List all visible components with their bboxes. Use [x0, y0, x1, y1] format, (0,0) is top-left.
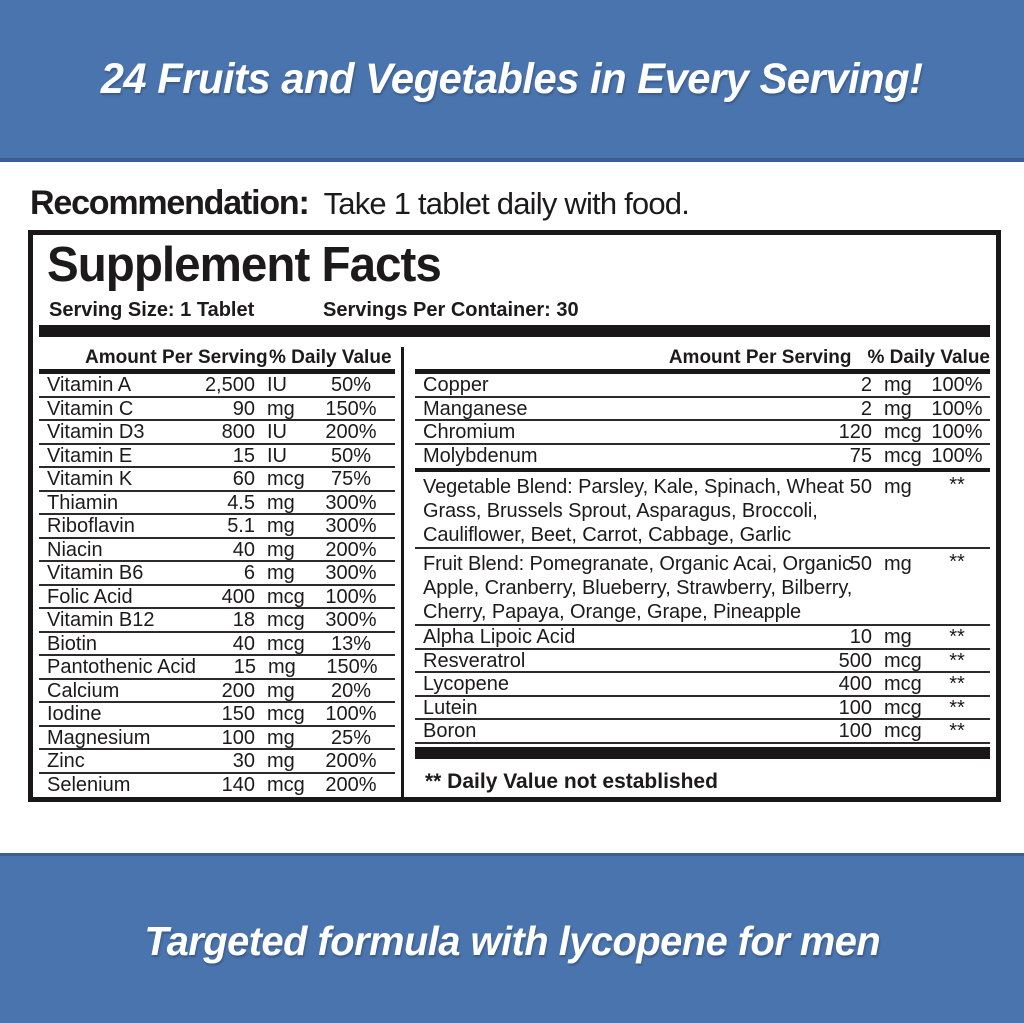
nutrient-name: Vitamin D3	[47, 421, 145, 443]
nutrient-amount: 30	[232, 750, 255, 772]
nutrient-unit: mcg	[884, 720, 922, 742]
nutrient-row	[39, 750, 395, 774]
nutrient-daily-value: 75%	[330, 468, 372, 490]
nutrient-row	[39, 680, 395, 704]
blend-amount: 50	[849, 476, 872, 498]
nutrient-daily-value: 13%	[330, 632, 372, 655]
top-banner	[0, 0, 1024, 162]
nutrient-name: Vitamin A	[47, 374, 132, 396]
nutrient-unit: mcg	[884, 696, 922, 719]
blend-row	[415, 549, 990, 626]
nutrient-name: Copper	[423, 374, 489, 396]
nutrient-amount: 400	[221, 585, 255, 608]
nutrient-daily-value: **	[949, 720, 965, 742]
nutrient-amount: 100	[838, 696, 872, 719]
nutrient-amount: 40	[232, 538, 255, 561]
nutrient-row	[415, 650, 990, 674]
right-column	[415, 347, 990, 794]
nutrient-name: Vitamin C	[47, 397, 134, 420]
nutrient-unit: mcg	[884, 673, 922, 695]
nutrient-daily-value: **	[949, 696, 965, 719]
nutrient-daily-value: 200%	[325, 750, 377, 772]
blend-daily-value: **	[949, 551, 965, 573]
nutrient-daily-value: 50%	[330, 374, 372, 396]
nutrient-name: Niacin	[47, 538, 103, 561]
nutrient-row	[39, 727, 395, 751]
nutrient-daily-value: 50%	[330, 444, 372, 467]
nutrient-name: Zinc	[47, 750, 85, 772]
divider-bar	[415, 747, 990, 759]
nutrient-unit: mcg	[884, 649, 922, 672]
nutrient-unit: mcg	[267, 585, 305, 608]
nutrient-name: Biotin	[47, 632, 98, 655]
nutrient-unit: mg	[267, 562, 295, 584]
blend-rows	[415, 472, 990, 626]
nutrient-unit: mcg	[267, 609, 305, 631]
nutrient-daily-value: 100%	[931, 374, 983, 396]
nutrient-unit: mg	[884, 397, 912, 420]
nutrient-amount: 5.1	[227, 515, 255, 537]
nutrient-amount: 4.5	[227, 491, 255, 514]
amount-header: Amount Per Serving	[85, 347, 268, 368]
right-column-header	[415, 347, 990, 374]
nutrient-daily-value: **	[949, 626, 965, 648]
nutrient-daily-value: **	[949, 649, 965, 672]
nutrient-row	[39, 774, 395, 798]
nutrient-amount: 15	[233, 656, 256, 678]
nutrient-name: Selenium	[47, 773, 131, 796]
nutrient-amount: 2	[860, 374, 872, 396]
nutrient-amount: 100	[838, 720, 872, 742]
nutrient-name: Riboflavin	[47, 515, 135, 537]
nutrient-row	[415, 720, 990, 744]
nutrient-unit: mcg	[884, 444, 922, 467]
nutrient-name: Magnesium	[47, 726, 151, 749]
nutrient-name: Lycopene	[423, 673, 509, 695]
nutrient-unit: mg	[267, 491, 295, 514]
daily-value-header: % Daily Value	[867, 347, 990, 368]
nutrient-name: Calcium	[47, 679, 120, 702]
nutrient-name: Manganese	[423, 397, 528, 420]
nutrient-row	[39, 633, 395, 657]
nutrient-daily-value: 100%	[325, 703, 377, 725]
blend-daily-value: **	[949, 474, 965, 496]
nutrient-amount: 75	[849, 444, 872, 467]
left-table-body	[39, 374, 395, 797]
nutrient-amount: 40	[232, 632, 255, 655]
nutrient-amount: 150	[221, 703, 255, 725]
nutrient-row	[415, 398, 990, 422]
nutrient-name: Lutein	[423, 696, 478, 719]
column-divider	[401, 347, 404, 797]
recommendation-label: Recommendation:	[30, 184, 309, 222]
nutrient-row	[415, 421, 990, 445]
nutrient-name: Vitamin B6	[47, 562, 144, 584]
extras-table-body	[415, 626, 990, 744]
bottom-banner	[0, 853, 1024, 1023]
nutrient-unit: mcg	[884, 421, 922, 443]
nutrient-amount: 200	[221, 679, 255, 702]
nutrient-unit: mg	[884, 626, 912, 648]
amount-header: Amount Per Serving	[668, 347, 852, 368]
nutrient-unit: mg	[267, 515, 295, 537]
nutrient-unit: IU	[267, 444, 287, 467]
nutrient-daily-value: 200%	[325, 538, 377, 561]
nutrient-name: Molybdenum	[423, 444, 538, 467]
nutrient-daily-value: 300%	[325, 562, 377, 584]
divider-bar	[39, 325, 990, 337]
nutrient-amount: 2,500	[204, 374, 255, 396]
nutrient-unit: mg	[267, 726, 295, 749]
daily-value-footnote: ** Daily Value not established	[425, 769, 718, 793]
nutrient-name: Vitamin B12	[47, 609, 155, 631]
nutrient-name: Vitamin E	[47, 444, 133, 467]
nutrient-amount: 2	[860, 397, 872, 420]
nutrient-amount: 500	[838, 649, 872, 672]
nutrient-row	[39, 609, 395, 633]
nutrient-daily-value: 25%	[330, 726, 372, 749]
left-column	[39, 347, 395, 797]
panel-title: Supplement Facts	[47, 238, 441, 292]
blend-name: Vegetable Blend: Parsley, Kale, Spinach, Wheat Grass, Brussels Sprout, Asparagus, Broccoli, Cauliflower, Beet, Carrot, Cabbage, Garlic	[423, 476, 844, 546]
nutrient-row	[39, 703, 395, 727]
nutrient-name: Boron	[423, 720, 477, 742]
nutrient-row	[415, 626, 990, 650]
nutrient-name: Vitamin K	[47, 468, 133, 490]
nutrient-row	[415, 374, 990, 398]
nutrient-amount: 140	[221, 773, 255, 796]
nutrient-daily-value: 100%	[931, 421, 983, 443]
blend-amount: 50	[849, 553, 872, 575]
nutrient-row	[39, 421, 395, 445]
nutrient-unit: IU	[267, 421, 287, 443]
nutrient-amount: 100	[221, 726, 255, 749]
nutrient-unit: mcg	[267, 703, 305, 725]
nutrient-daily-value: 100%	[931, 444, 983, 467]
recommendation-text: Take 1 tablet daily with food.	[323, 186, 690, 221]
nutrient-unit: mg	[268, 656, 296, 678]
daily-value-header: % Daily Value	[269, 347, 392, 368]
nutrient-name: Thiamin	[47, 491, 119, 514]
nutrient-daily-value: 100%	[325, 585, 377, 608]
nutrient-daily-value: 200%	[325, 773, 377, 796]
nutrient-amount: 400	[838, 673, 872, 695]
nutrient-row	[39, 562, 395, 586]
nutrient-daily-value: 100%	[931, 397, 983, 420]
blend-unit: mg	[884, 553, 912, 575]
nutrient-amount: 6	[243, 562, 255, 584]
nutrient-amount: 60	[232, 468, 255, 490]
nutrient-row	[39, 398, 395, 422]
blend-unit: mg	[884, 476, 912, 498]
nutrient-daily-value: **	[949, 673, 965, 695]
nutrient-name: Iodine	[47, 703, 102, 725]
nutrient-row	[39, 515, 395, 539]
minerals-table-body	[415, 374, 990, 472]
top-banner-text: 24 Fruits and Vegetables in Every Serving!	[101, 54, 923, 103]
nutrient-row	[39, 656, 395, 680]
servings-per-container: Servings Per Container: 30	[323, 299, 579, 321]
nutrient-daily-value: 200%	[325, 421, 377, 443]
nutrient-row	[39, 586, 395, 610]
nutrient-unit: mcg	[267, 773, 305, 796]
nutrient-row	[39, 445, 395, 469]
nutrient-daily-value: 150%	[326, 656, 378, 678]
nutrient-row	[415, 445, 990, 469]
nutrient-unit: mg	[267, 750, 295, 772]
nutrient-daily-value: 20%	[330, 679, 372, 702]
nutrient-unit: mg	[267, 679, 295, 702]
nutrient-daily-value: 300%	[325, 609, 377, 631]
nutrient-unit: mcg	[267, 632, 305, 655]
nutrient-name: Pantothenic Acid	[47, 656, 196, 678]
bottom-banner-text: Targeted formula with lycopene for men	[144, 917, 880, 964]
serving-size: Serving Size: 1 Tablet	[49, 299, 255, 321]
nutrient-amount: 18	[232, 609, 255, 631]
nutrient-daily-value: 300%	[325, 491, 377, 514]
nutrient-amount: 10	[849, 626, 872, 648]
nutrient-daily-value: 150%	[325, 397, 377, 420]
nutrient-amount: 15	[232, 444, 255, 467]
blend-name: Fruit Blend: Pomegranate, Organic Acai, Organic Apple, Cranberry, Blueberry, Strawberry, Bilberry, Cherry, Papaya, Orange, Grape, Pineapple	[423, 553, 853, 623]
nutrient-unit: mg	[267, 397, 295, 420]
nutrient-row	[415, 673, 990, 697]
nutrient-row	[39, 539, 395, 563]
nutrient-amount: 120	[838, 421, 872, 443]
nutrient-unit: mcg	[267, 468, 305, 490]
nutrient-daily-value: 300%	[325, 515, 377, 537]
recommendation-line	[30, 184, 689, 223]
nutrient-unit: mg	[884, 374, 912, 396]
nutrient-row	[39, 374, 395, 398]
nutrient-amount: 90	[232, 397, 255, 420]
blend-row	[415, 472, 990, 549]
left-column-header	[39, 347, 395, 374]
nutrient-amount: 800	[221, 421, 255, 443]
nutrient-unit: mg	[267, 538, 295, 561]
nutrient-row	[39, 492, 395, 516]
nutrient-name: Resveratrol	[423, 649, 526, 672]
nutrient-row	[39, 468, 395, 492]
nutrient-name: Folic Acid	[47, 585, 133, 608]
nutrient-unit: IU	[267, 374, 287, 396]
nutrient-name: Alpha Lipoic Acid	[423, 626, 576, 648]
nutrient-name: Chromium	[423, 421, 516, 443]
nutrient-row	[415, 697, 990, 721]
supplement-facts-panel	[28, 230, 1001, 802]
